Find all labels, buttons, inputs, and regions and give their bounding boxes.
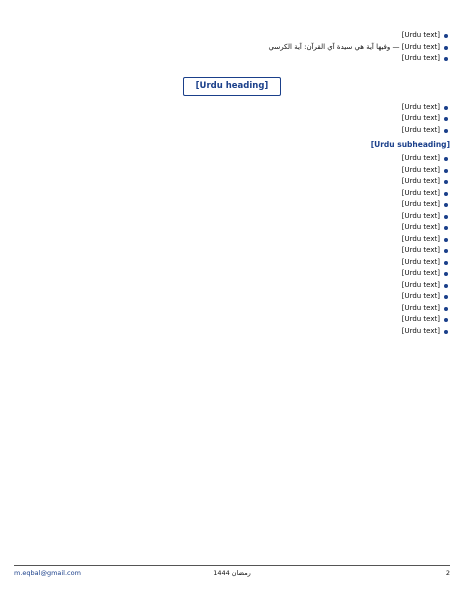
bullet-paragraph: [Urdu text] [14, 113, 450, 125]
bullet-paragraph: [Urdu text] [14, 257, 450, 269]
document-page [14, 30, 450, 337]
bullet-paragraph: [Urdu text] [14, 303, 450, 315]
footer-date: رمضان 1444 [213, 569, 251, 577]
bullet-paragraph: [Urdu text] [14, 234, 450, 246]
section-heading: [Urdu heading] [183, 77, 281, 96]
subheading: [Urdu subheading] [370, 140, 450, 149]
bullet-paragraph: [Urdu text] [14, 165, 450, 177]
bullet-paragraph: [Urdu text] [14, 280, 450, 292]
bullet-paragraph: [Urdu text] [14, 125, 450, 137]
bullet-paragraph: [Urdu text] [14, 176, 450, 188]
bullet-paragraph: [Urdu text] — وفيها آية هي سيدة آي القرآن: آية الكرسي [14, 42, 450, 54]
bullet-paragraph: [Urdu text] [14, 30, 450, 42]
bullet-paragraph: [Urdu text] [14, 199, 450, 211]
bullet-paragraph: [Urdu text] [14, 153, 450, 165]
bullet-paragraph: [Urdu text] [14, 291, 450, 303]
bullet-paragraph: [Urdu text] [14, 314, 450, 326]
content-block [14, 102, 450, 338]
intro-block [14, 30, 450, 65]
bullet-paragraph: [Urdu text] [14, 268, 450, 280]
bullet-paragraph: [Urdu text] [14, 326, 450, 338]
page-number: 2 [445, 569, 450, 577]
bullet-paragraph: [Urdu text] [14, 188, 450, 200]
bullet-paragraph: [Urdu text] [14, 222, 450, 234]
bullet-paragraph: [Urdu text] [14, 245, 450, 257]
bullet-paragraph: [Urdu text] [14, 53, 450, 65]
page-footer [14, 565, 450, 580]
footer-email: m.eqbal@gmail.com [14, 569, 81, 577]
bullet-paragraph: [Urdu text] [14, 102, 450, 114]
bullet-paragraph: [Urdu text] [14, 211, 450, 223]
